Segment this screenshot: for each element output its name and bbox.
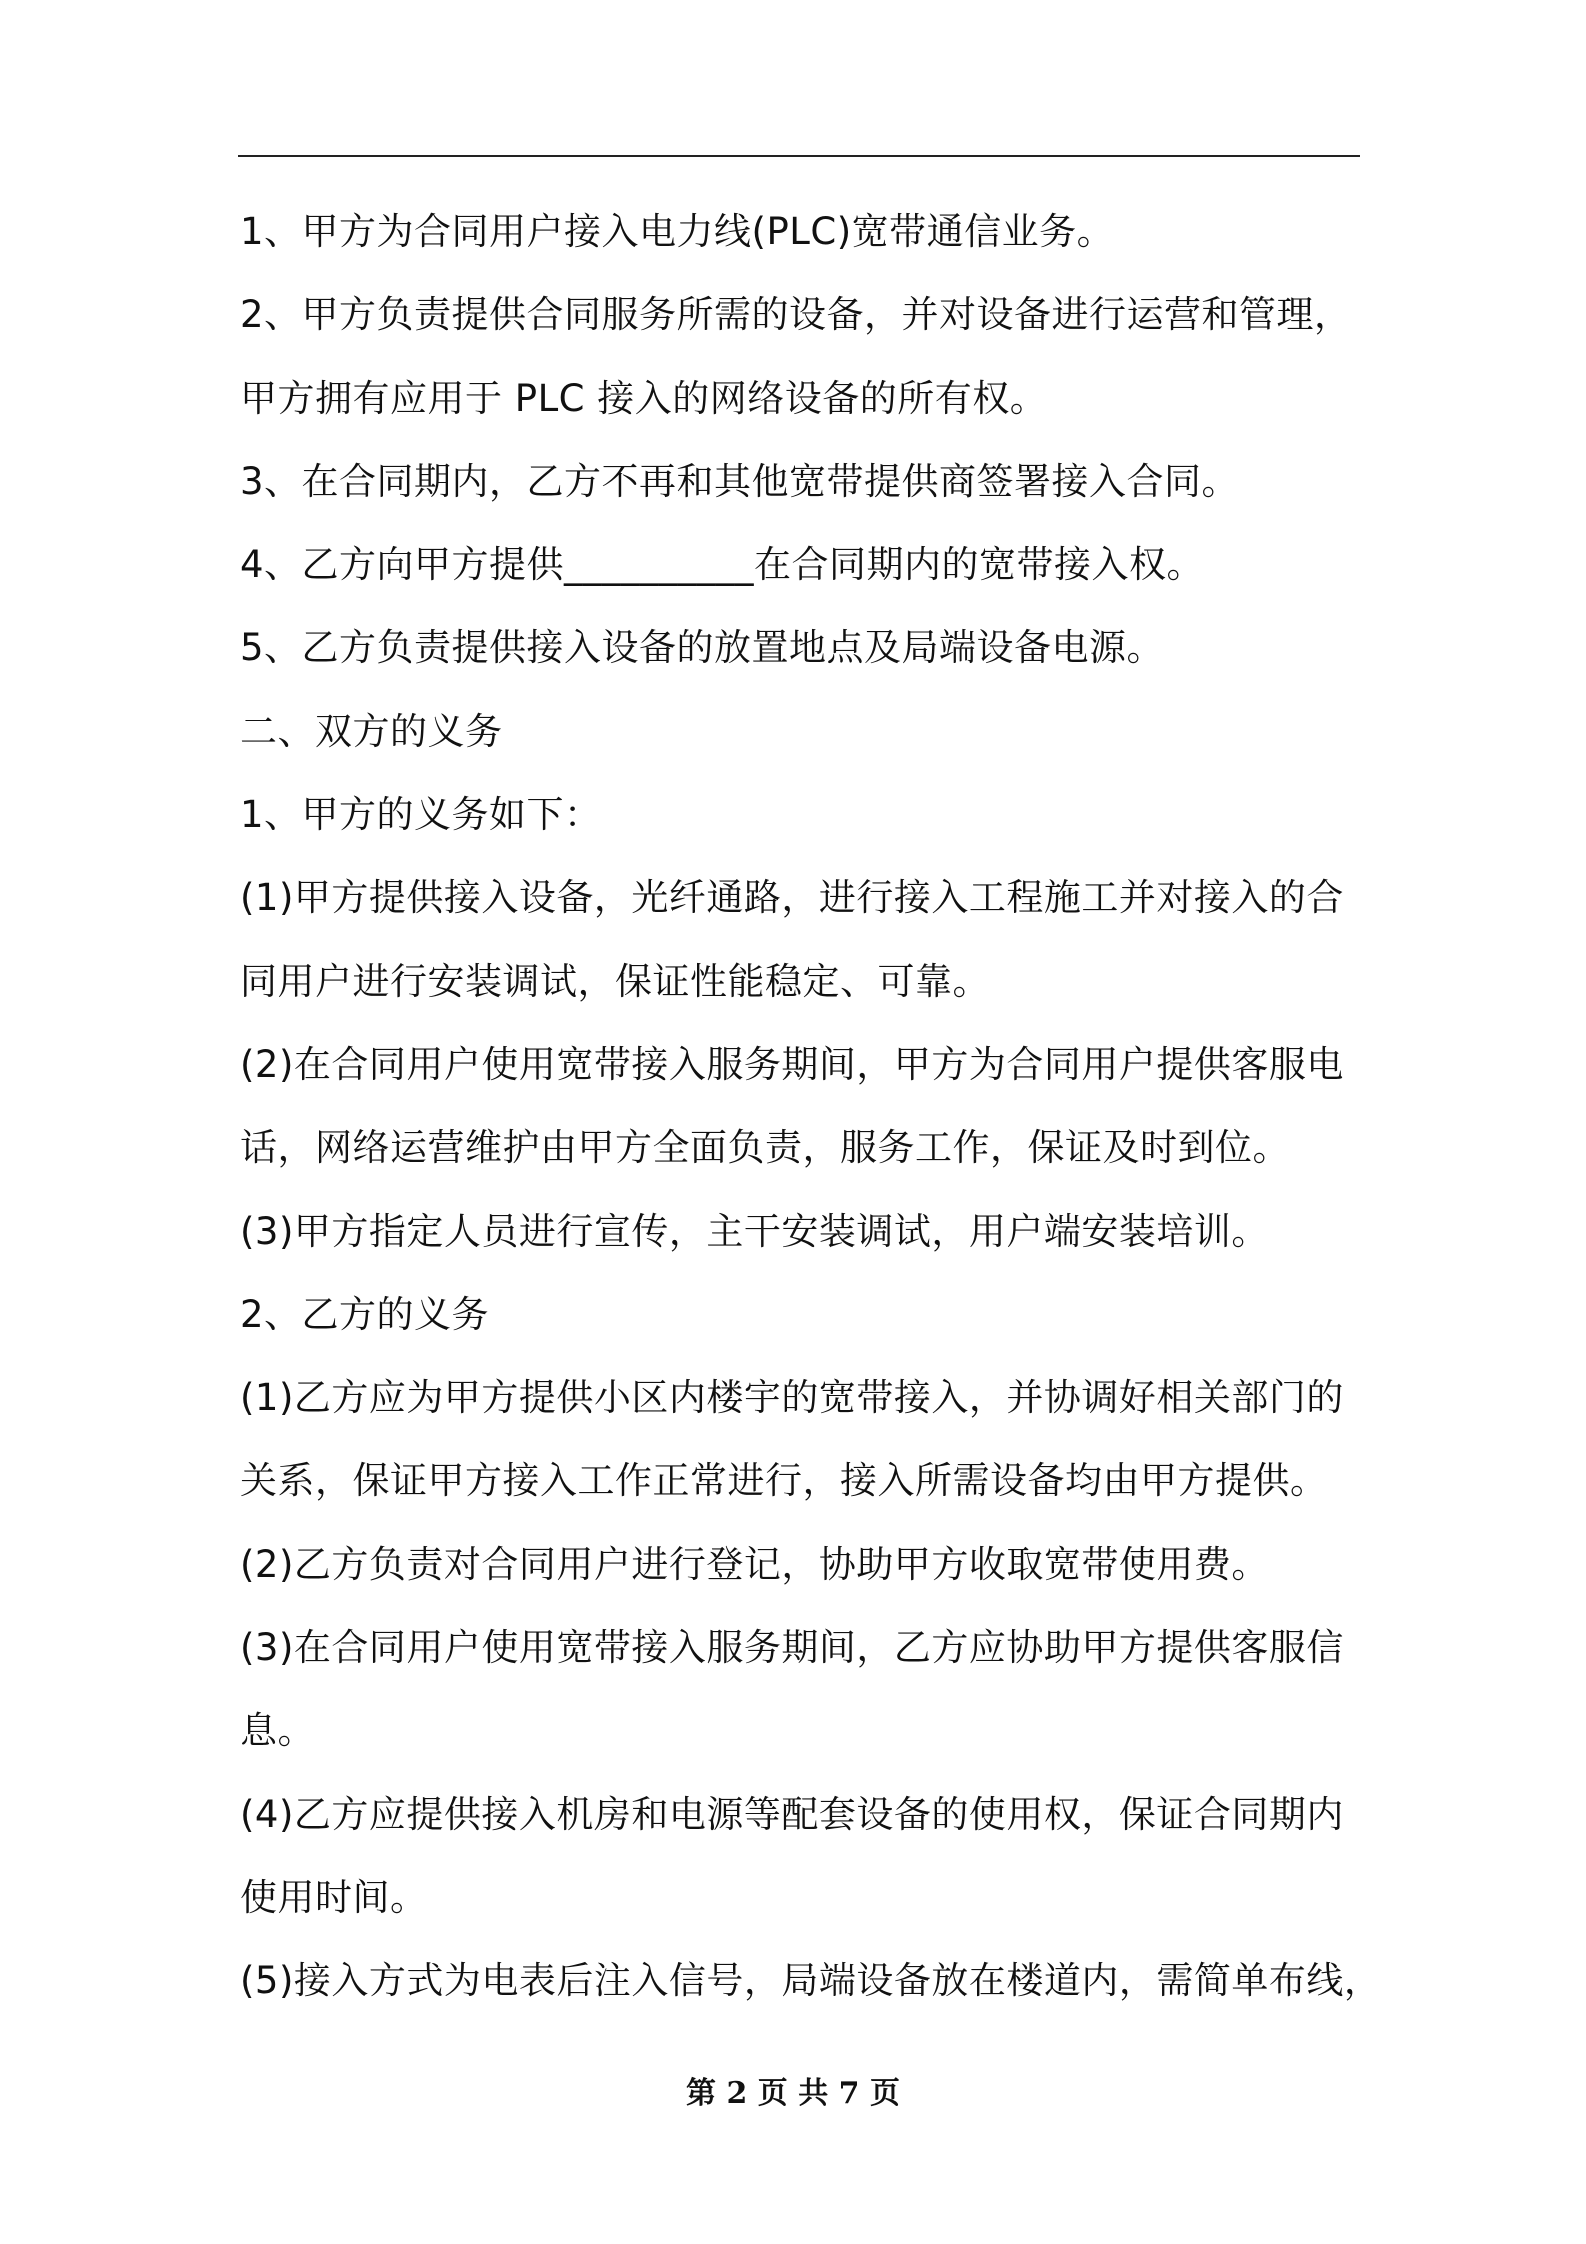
text-line: 关系，保证甲方接入工作正常进行，接入所需设备均由甲方提供。 — [240, 1459, 1328, 1503]
document-body — [240, 190, 1382, 2023]
text-line: 3、在合同期内，乙方不再和其他宽带提供商签署接入合同。 — [240, 459, 1240, 503]
text-line: 甲方拥有应用于 PLC 接入的网络设备的所有权。 — [240, 376, 1048, 420]
text-line: 1、甲方为合同用户接入电力线(PLC)宽带通信业务。 — [240, 210, 1115, 253]
text-line: 同用户进行安装调试，保证性能稳定、可靠。 — [240, 959, 990, 1003]
text-line: (3)在合同用户使用宽带接入服务期间，乙方应协助甲方提供客服信 — [240, 1626, 1344, 1670]
text-line: 4、乙方向甲方提供__________在合同期内的宽带接入权。 — [240, 543, 1205, 587]
page-indicator: 第 2 页 共 7 页 — [686, 2076, 900, 2111]
subsection-heading: 1、甲方的义务如下： — [240, 793, 602, 837]
subsection-heading: 2、乙方的义务 — [240, 1292, 490, 1336]
text-line: (4)乙方应提供接入机房和电源等配套设备的使用权，保证合同期内 — [240, 1792, 1344, 1836]
section-heading: 二、双方的义务 — [240, 709, 503, 753]
text-line: (3)甲方指定人员进行宣传，主干安装调试，用户端安装培训。 — [240, 1209, 1269, 1253]
text-line: 使用时间。 — [240, 1875, 428, 1919]
text-line: (2)乙方负责对合同用户进行登记，协助甲方收取宽带使用费。 — [240, 1542, 1269, 1586]
text-line: 2、甲方负责提供合同服务所需的设备，并对设备进行运营和管理， — [240, 293, 1352, 337]
text-line: 5、乙方负责提供接入设备的放置地点及局端设备电源。 — [240, 626, 1165, 670]
header-rule — [238, 155, 1360, 157]
text-line: (1)乙方应为甲方提供小区内楼宇的宽带接入，并协调好相关部门的 — [240, 1376, 1344, 1420]
text-line: (1)甲方提供接入设备，光纤通路，进行接入工程施工并对接入的合 — [240, 876, 1344, 920]
text-line: (5)接入方式为电表后注入信号，局端设备放在楼道内，需简单布线， — [240, 1959, 1382, 2003]
text-line: 话，网络运营维护由甲方全面负责，服务工作，保证及时到位。 — [240, 1126, 1290, 1170]
text-line: (2)在合同用户使用宽带接入服务期间，甲方为合同用户提供客服电 — [240, 1042, 1344, 1086]
text-line: 息。 — [240, 1709, 315, 1753]
